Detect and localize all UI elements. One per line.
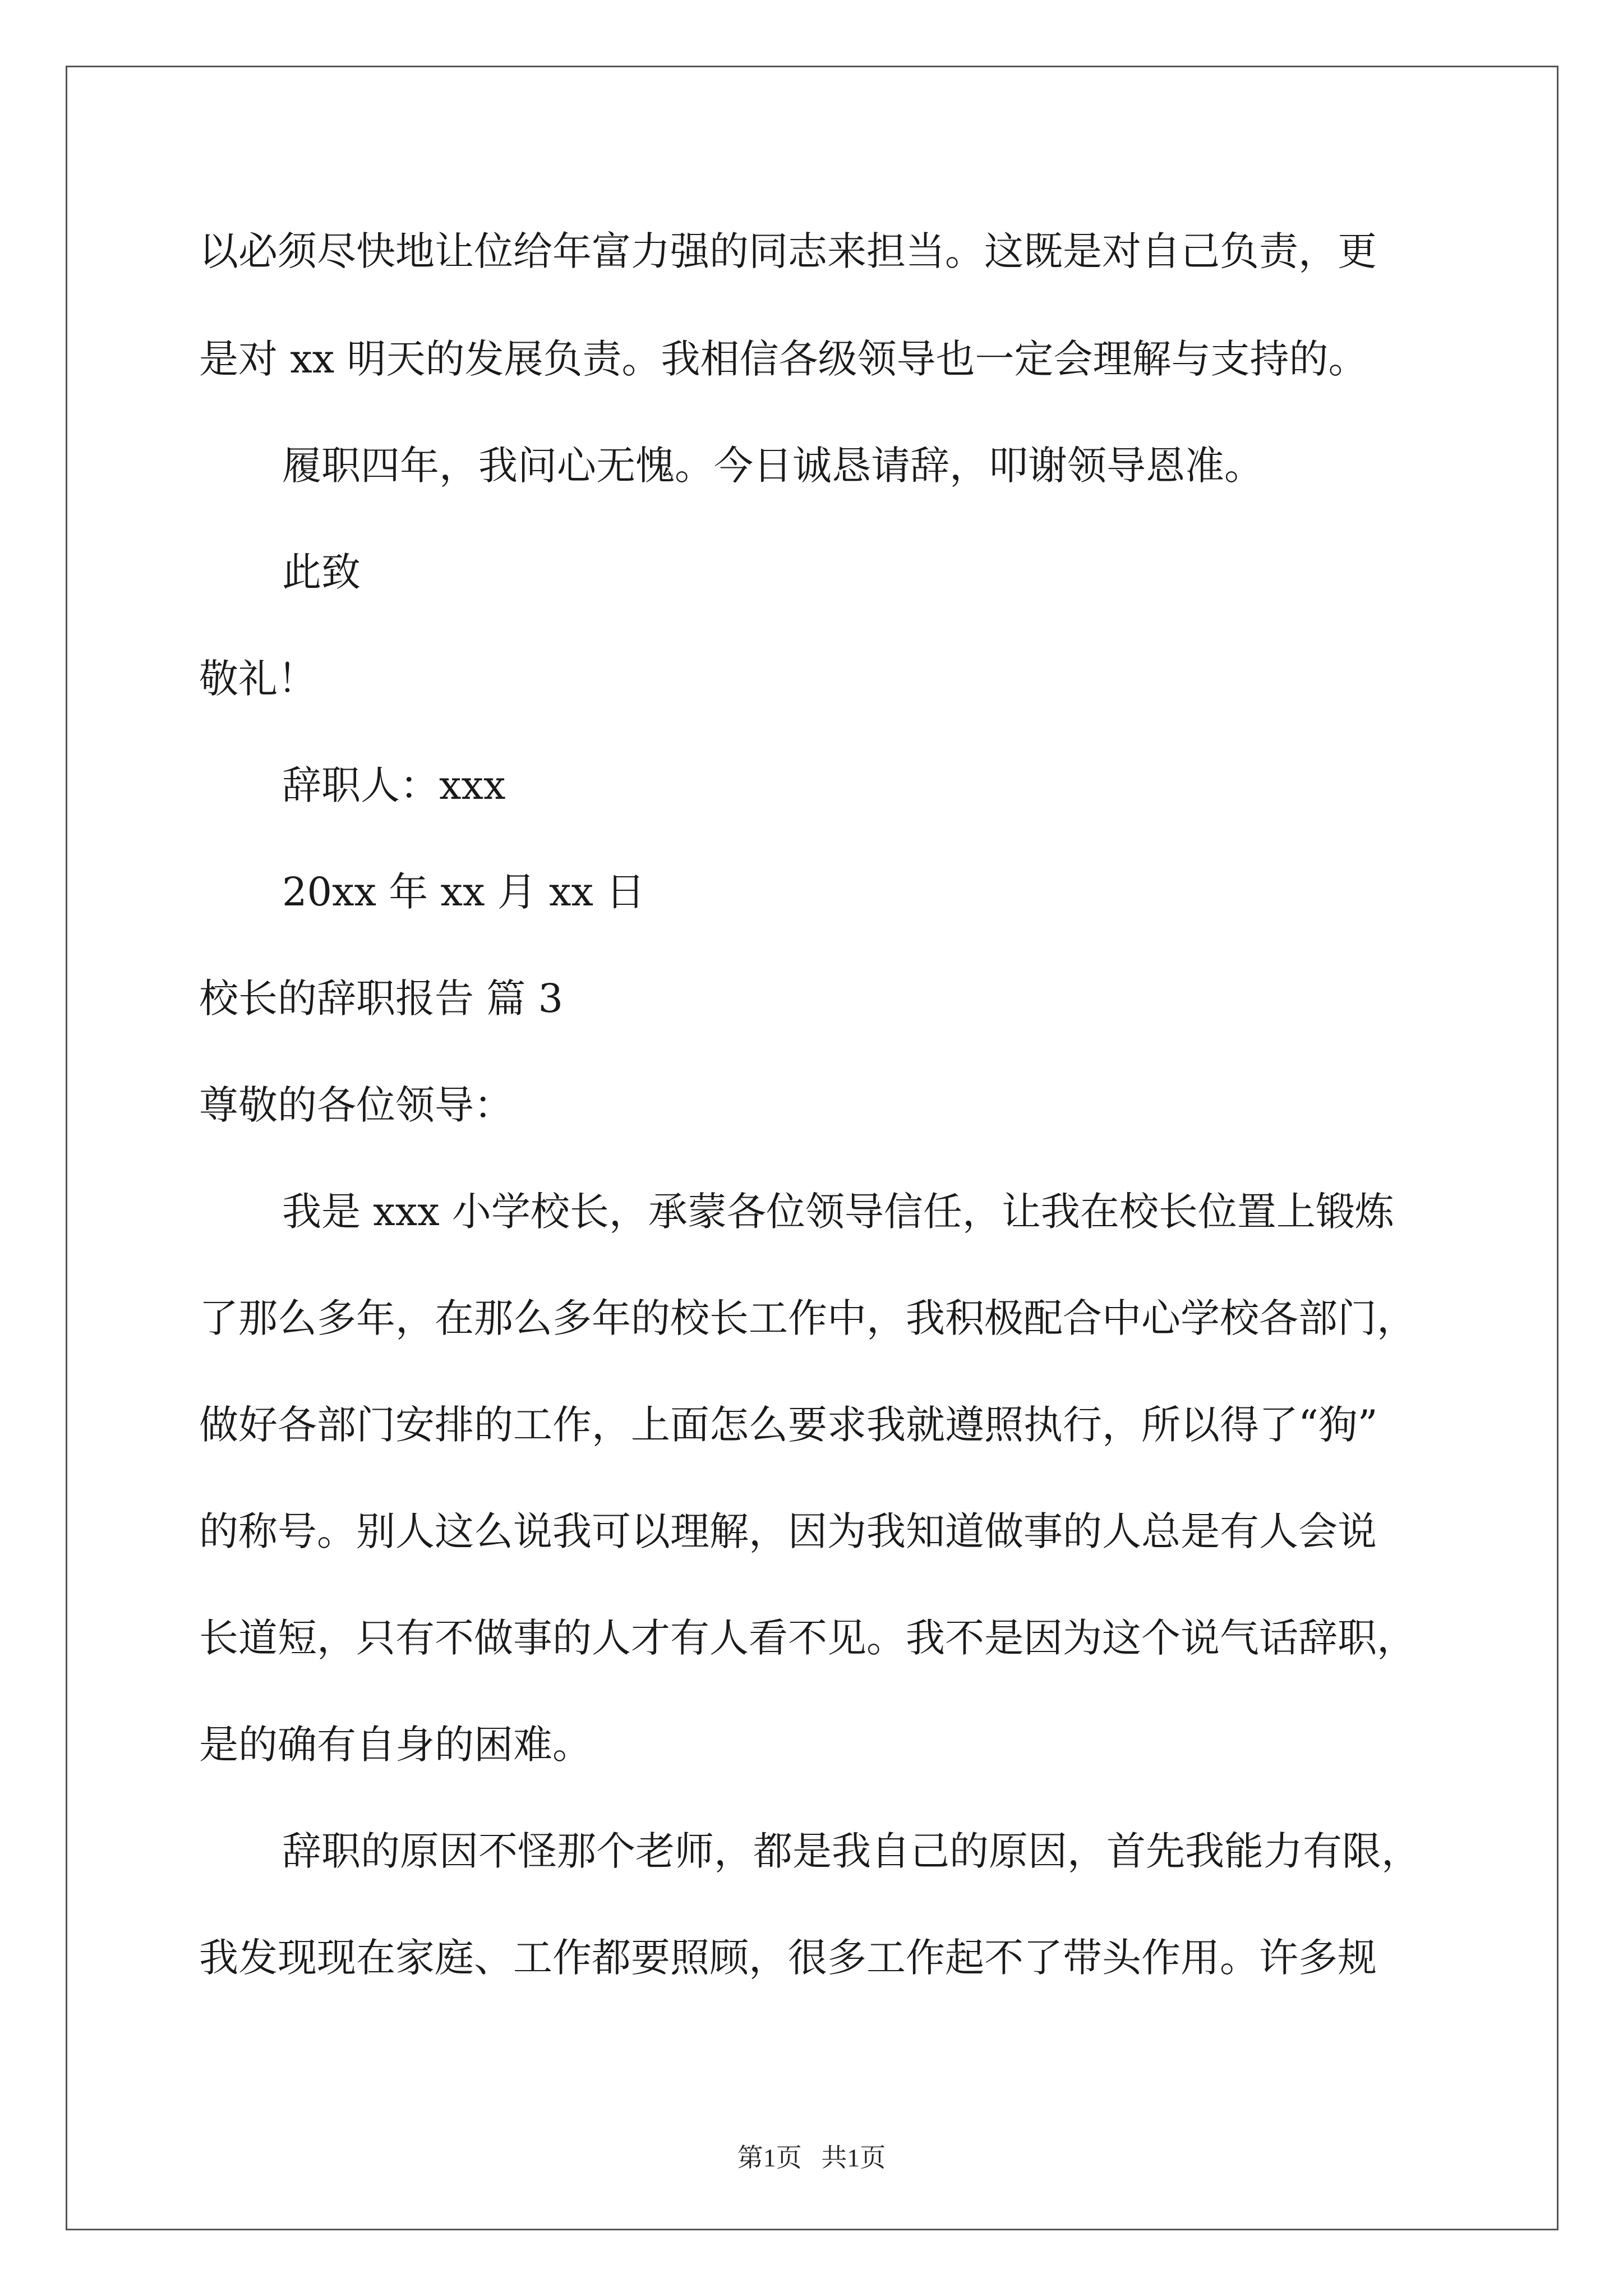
body-line: 做好各部门安排的工作，上面怎么要求我就遵照执行，所以得了“狗” bbox=[199, 1402, 1378, 1448]
body-line: 以必须尽快地让位给年富力强的同志来担当。这既是对自己负责，更 bbox=[199, 228, 1377, 274]
page-frame bbox=[66, 66, 1559, 2230]
salutation-line: 敬礼！ bbox=[199, 656, 317, 702]
body-line: 履职四年，我问心无愧。今日诚恳请辞，叩谢领导恩准。 bbox=[282, 443, 1264, 489]
greeting-line: 尊敬的各位领导： bbox=[199, 1082, 513, 1128]
body-line: 是的确有自身的困难。 bbox=[199, 1722, 592, 1768]
body-line: 辞职的原因不怪那个老师，都是我自己的原因，首先我能力有限， bbox=[282, 1828, 1421, 1874]
signature-line: 辞职人：xxx bbox=[282, 762, 506, 808]
body-line: 长道短，只有不做事的人才有人看不见。我不是因为这个说气话辞职， bbox=[199, 1615, 1416, 1661]
body-line: 了那么多年，在那么多年的校长工作中，我积极配合中心学校各部门， bbox=[199, 1295, 1416, 1341]
salutation-line: 此致 bbox=[282, 549, 361, 595]
page-number-footer: 第1页 共1页 bbox=[737, 2143, 886, 2172]
body-line: 的称号。别人这么说我可以理解，因为我知道做事的人总是有人会说 bbox=[199, 1508, 1377, 1554]
body-line: 是对 xx 明天的发展负责。我相信各级领导也一定会理解与支持的。 bbox=[199, 336, 1368, 382]
body-line: 我是 xxx 小学校长，承蒙各位领导信任，让我在校长位置上锻炼 bbox=[282, 1189, 1394, 1235]
date-line: 20xx 年 xx 月 xx 日 bbox=[282, 869, 645, 915]
section-heading: 校长的辞职报告 篇 3 bbox=[199, 976, 564, 1022]
body-line: 我发现现在家庭、工作都要照顾，很多工作起不了带头作用。许多规 bbox=[199, 1935, 1377, 1981]
